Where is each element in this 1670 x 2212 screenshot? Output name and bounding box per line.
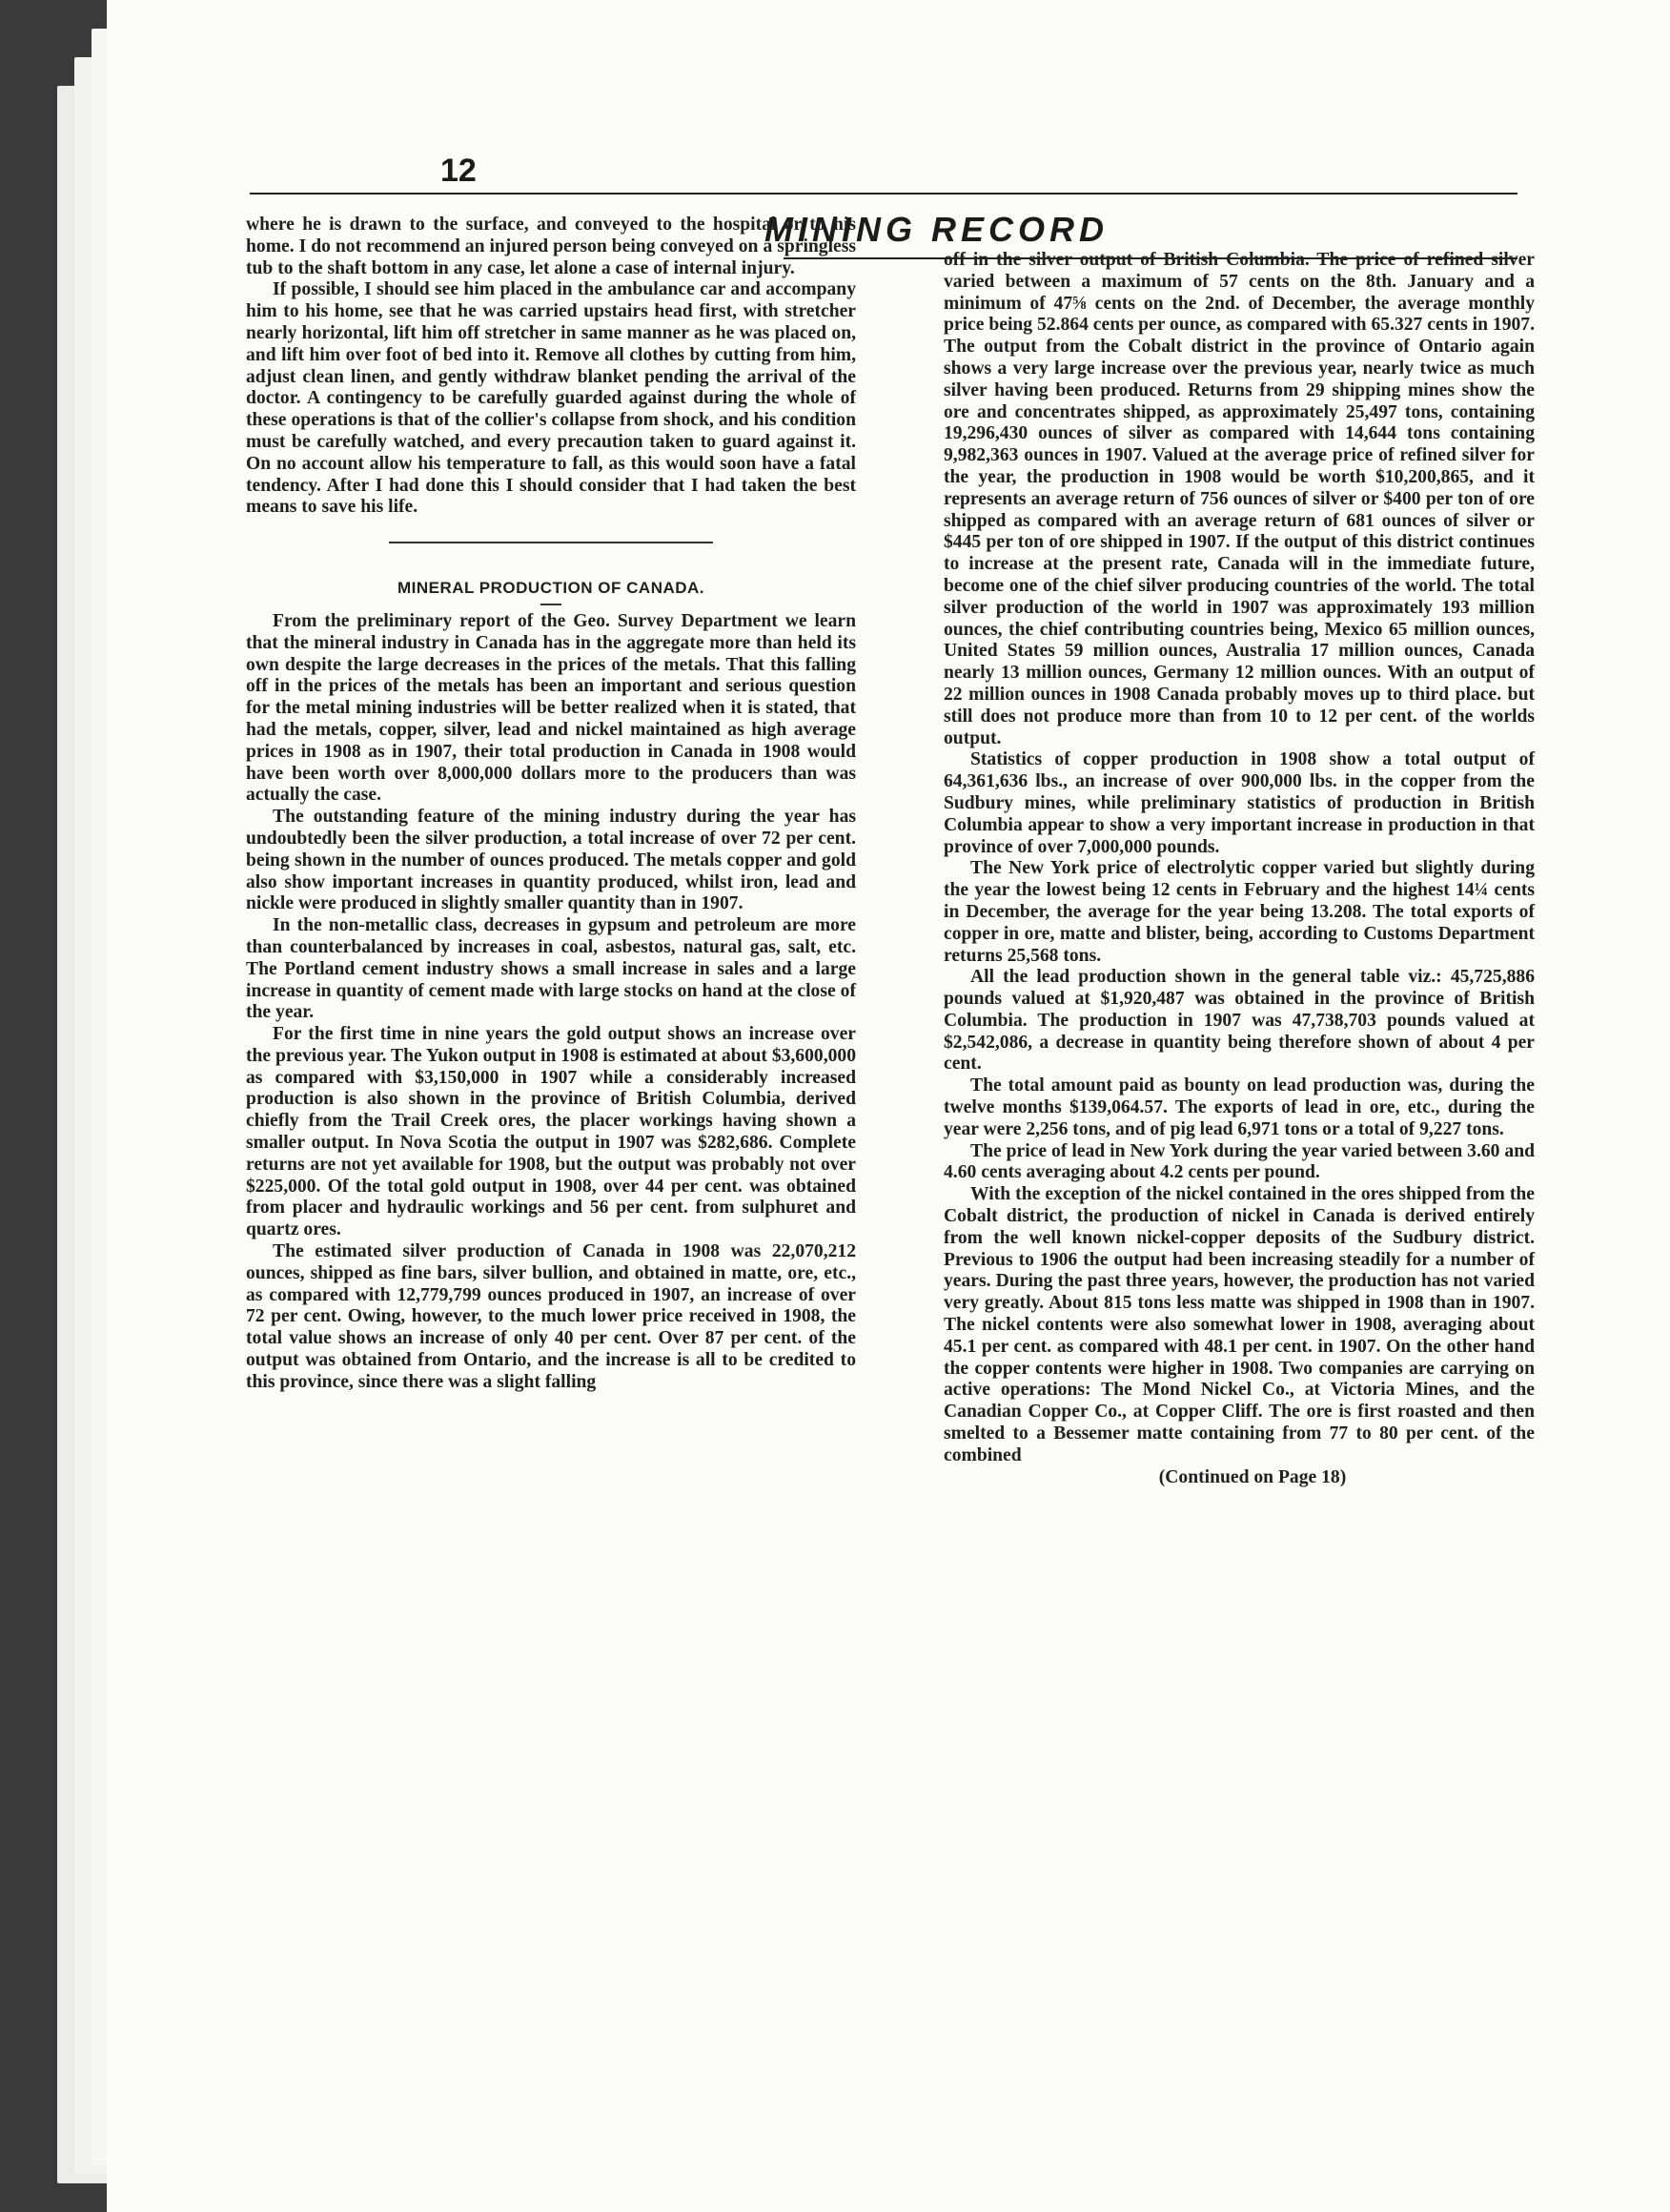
right-paragraph-6: The price of lead in New York during the year varied between 3.60 and 4.60 cents averaging about 4.2 cents per pound. xyxy=(944,1140,1535,1183)
left-paragraph-6: For the first time in nine years the gold output shows an increase over the previous year. The Yukon output in 1908 is estimated at about $3,600,000 as compared with $3,150,000 in 1907 while a considerably increased production is also shown in the province of British Columbia, derived chiefly from the Trail Creek ores, the placer workings having shown a smaller output. In Nova Scotia the output in 1907 was $282,686. Complete returns are not yet available for 1908, but the output was probably not over $225,000. Of the total gold output in 1908, over 44 per cent. was obtained from placer and hydraulic workings and 56 per cent. from sulphuret and quartz ores. xyxy=(246,1024,856,1240)
right-column xyxy=(944,250,1535,1488)
page-number: 12 xyxy=(440,153,477,189)
left-paragraph-1: where he is drawn to the surface, and conveyed to the hospital or to his home. I do not recommend an injured person being conveyed on a springless tub to the shaft bottom in any case, let alone a case of internal injury. xyxy=(246,215,856,278)
continued-note: (Continued on Page 18) xyxy=(1158,1466,1347,1487)
section-divider xyxy=(389,542,713,543)
right-paragraph-4: All the lead production shown in the general table viz.: 45,725,886 pounds valued at $1,920,487 was obtained in the province of British Columbia. The production in 1907 was 47,738,703 pounds valued at $2,542,086, a decrease in quantity being therefore shown of about 4 per cent. xyxy=(944,967,1535,1075)
left-paragraph-5: In the non-metallic class, decreases in gypsum and petroleum are more than counterbalanced by increases in coal, asbestos, natural gas, salt, etc. The Portland cement industry shows a small increase in sales and a large increase in quantity of cement made with large stocks on hand at the close of the year. xyxy=(246,915,856,1023)
left-column xyxy=(246,215,856,1394)
right-paragraph-2: Statistics of copper production in 1908 show a total output of 64,361,636 lbs., an increase of over 900,000 lbs. in the copper from the Sudbury mines, while preliminary statistics of production in British Columbia appear to show a very important increase in production in that province of over 7,000,000 pounds. xyxy=(944,749,1535,857)
right-paragraph-7: With the exception of the nickel contained in the ores shipped from the Cobalt district, the production of nickel in Canada is derived entirely from the well known nickel-copper deposits of the Sudbury district. Previous to 1906 the output had been increasing steadily for a number of years. During the past three years, however, the production has not varied very greatly. About 815 tons less matte was shipped in 1908 than in 1907. The nickel contents were also somewhat lower in 1908, averaging about 45.1 per cent. as compared with 48.1 per cent. in 1907. On the other hand the copper contents were higher in 1908. Two companies are carrying on active operations: The Mond Nickel Co., at Victoria Mines, and the Canadian Copper Co., at Copper Cliff. The ore is first roasted and then smelted to a Bessemer matte containing from 77 to 80 per cent. of the combined xyxy=(944,1184,1535,1465)
right-paragraph-1: off in the silver output of British Columbia. The price of refined silver varied between a maximum of 57 cents on the 8th. January and a minimum of 47⅝ cents on the 2nd. of December, the average monthly price being 52.864 cents per ounce, as compared with 65.327 cents in 1907. The output from the Cobalt district in the province of Ontario again shows a very large increase over the previous year, nearly twice as much silver having been produced. Returns from 29 shipping mines show the ore and concentrates shipped, as approximately 25,497 tons, containing 19,296,430 ounces of silver as compared with 14,644 tons containing 9,982,363 ounces in 1907. Valued at the average price of refined silver for the year, the production in 1908 would be worth $10,200,865, and it represents an average return of 756 ounces of silver or $400 per ton of ore shipped as compared with an average return of 681 ounces of silver or $445 per ton of ore shipped in 1907. If the output of this district continues to increase at the present rate, Canada will in the immediate future, become one of the chief silver producing countries of the world. The total silver production of the world in 1907 was approximately 193 million ounces, the chief contributing countries being, Mexico 65 million ounces, United States 59 million ounces, Australia 17 million ounces, Canada nearly 13 million ounces, Germany 12 million ounces. With an output of 22 million ounces in 1908 Canada probably moves up to third place. but still does not produce more than from 10 to 12 per cent. of the worlds output. xyxy=(944,250,1535,748)
section-title-dash xyxy=(540,604,561,605)
right-paragraph-5: The total amount paid as bounty on lead production was, during the twelve months $139,064.57. The exports of lead in ore, etc., during the year were 2,256 tons, and of pig lead 6,971 tons or a total of 9,227 tons. xyxy=(944,1075,1535,1139)
left-paragraph-2: If possible, I should see him placed in the ambulance car and accompany him to his home, see that he was carried upstairs head first, with stretcher nearly horizontal, lift him off stretcher in same manner as he was placed on, and lift him over foot of bed into it. Remove all clothes by cutting from him, adjust clean linen, and gently withdraw blanket pending the arrival of the doctor. A contingency to be carefully guarded against during the whole of these operations is that of the collier's collapse from shock, and his condition must be carefully watched, and every precaution taken to guard against it. On no account allow his temperature to fall, as this would soon have a fatal tendency. After I had done this I should consider that I had taken the best means to save his life. xyxy=(246,279,856,518)
publication-title: MINING RECORD xyxy=(764,210,1109,249)
right-paragraph-3: The New York price of electrolytic copper varied but slightly during the year the lowest being 12 cents in February and the highest 14¼ cents in December, the average for the year being 13.208. The total exports of copper in ore, matte and blister, being, according to Customs Department returns 25,568 tons. xyxy=(944,858,1535,966)
header-rule xyxy=(250,193,1517,195)
section-title: MINERAL PRODUCTION OF CANADA. xyxy=(397,579,705,598)
left-paragraph-7: The estimated silver production of Canada in 1908 was 22,070,212 ounces, shipped as fine bars, silver bullion, and obtained in matte, ore, etc., as compared with 12,779,799 ounces produced in 1907, an increase of over 72 per cent. Owing, however, to the much lower price received in 1908, the total value shows an increase of only 40 per cent. Over 87 per cent. of the output was obtained from Ontario, and the increase is all to be credited to this province, since there was a slight falling xyxy=(246,1241,856,1392)
left-paragraph-3: From the preliminary report of the Geo. Survey Department we learn that the mineral industry in Canada has in the aggregate more than held its own despite the large decreases in the prices of the metals. That this falling off in the prices of the metals has been an important and serious question for the metal mining industries will be better realized when it is stated, that had the metals, copper, silver, lead and nickel maintained as high average prices in 1908 as in 1907, their total production in Canada in 1908 would have been worth over 8,000,000 dollars more to the producers than was actually the case. xyxy=(246,610,856,806)
left-paragraph-4: The outstanding feature of the mining industry during the year has undoubtedly been the silver production, a total increase of over 72 per cent. being shown in the number of ounces produced. The metals copper and gold also show important increases in quantity produced, whilst iron, lead and nickle were produced in slightly smaller quantity than in 1907. xyxy=(246,807,856,914)
